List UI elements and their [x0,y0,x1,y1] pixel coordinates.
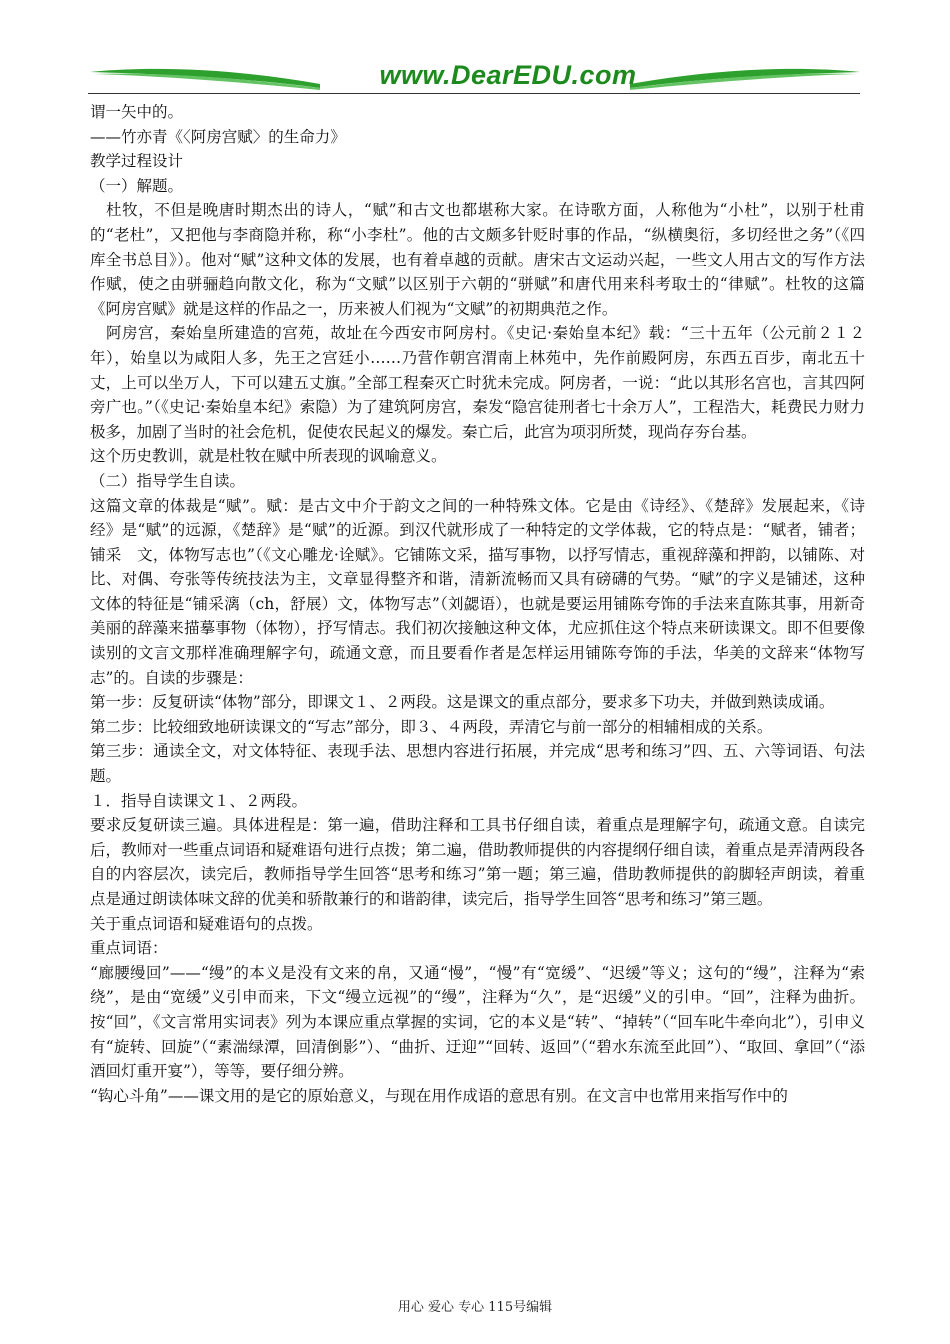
paragraph: 重点词语： [90,939,168,958]
paragraph: “钩心斗角”——课文用的是它的原始意义，与现在用作成语的意思有别。在文言中也常用来指写作中的 [90,1086,788,1105]
paragraph: 阿房宫，秦始皇所建造的宫苑，故址在今西安市阿房村。《史记·秦始皇本纪》载：“三十五年（公元前２１２年），始皇以为咸阳人多，先王之宫廷小……乃营作朝宫渭南上林苑中，先作前殿阿房，东西五百步，南北五十丈，上可以坐万人，下可以建五丈旗。”全部工程秦灭亡时犹未完成。阿房者，一说：“此以其形名宫也，言其四阿旁广也。”（《史记·秦始皇本纪》索隐）为了建筑阿房宫，秦发“隐宫徒刑者七十余万人”，工程浩大，耗费民力财力极多，加剧了当时的社会危机，促使农民起义的爆发。秦亡后，此宫为项羽所焚，现尚存夯台基。 [90,324,865,441]
page-footer: 用心 爱心 专心 115号编辑 [397,1300,553,1315]
document-body [90,100,865,1108]
step-item: 第二步：比较细致地研读课文的“写志”部分，即３、４两段，弄清它与前一部分的相辅相成的关系。 [90,717,773,736]
paragraph: 这个历史教训，就是杜牧在赋中所表现的讽喻意义。 [90,447,447,466]
paragraph: 要求反复研读三遍。具体进程是：第一遍，借助注释和工具书仔细自读，着重点是理解字句，疏通文意。自读完后，教师对一些重点词语和疑难语句进行点拨；第二遍，借助教师提供的内容提纲仔细自读，着重点是弄清两段各自的内容层次，读完后，教师指导学生回答“思考和练习”第一题；第三遍，借助教师提供的韵脚轻声朗读，着重点是通过朗读体味文辞的优美和骄散兼行的和谐韵律，读完后，指导学生回答“思考和练习”第三题。 [90,816,866,908]
citation-line: ——竹亦青《〈阿房宫赋〉的生命力》 [90,127,346,146]
site-name-logo: www.DearEDU.com [379,60,637,90]
section-heading: 教学过程设计 [90,152,184,171]
paragraph: 关于重点词语和疑难语句的点拨。 [90,914,323,933]
subsection-heading: （二）指导学生自读。 [90,471,246,490]
paragraph: 这篇文章的体裁是“赋”。赋：是古文中介于韵文之间的一种特殊文体。它是由《诗经》、《楚辞》发展起来，《诗经》是“赋”的远源，《楚辞》是“赋”的近源。到汉代就形成了一种特定的文学体裁，它的特点是：“赋者，铺者；铺采 文，体物写志也”（《文心雕龙·诠赋》。它铺陈文采，描写事物，以抒写情志，重视辞藻和押韵，以铺陈、对比、对偶、夸张等传统技法为主，文章显得整齐和谐，清新流畅而又具有磅礴的气势。“赋”的字义是铺述，这种文体的特征是“铺采漓（ch，舒展）文，体物写志”（刘勰语），也就是要运用铺陈夸饰的手法来直陈其事，用新奇美丽的辞藻来描摹事物（体物），抒写情志。我们初次接触这种文体，尤应抓住这个特点来研读课文。即不但要像读别的文言文那样准确理解字句，疏通文意，而且要看作者是怎样运用铺陈夸饰的手法，华美的文辞来“体物写志”的。自读的步骤是： [90,496,865,687]
subsection-heading: （一）解题。 [90,176,184,195]
numbered-heading: １．指导自读课文１、２两段。 [90,791,308,810]
step-item: 第三步：通读全文，对文体特征、表现手法、思想内容进行拓展，并完成“思考和练习”四、五、六等词语、句法题。 [90,742,865,786]
header-divider [88,93,860,94]
paragraph: 谓一矢中的。 [90,103,184,121]
paragraph: 杜牧，不但是晚唐时期杰出的诗人，“赋”和古文也都堪称大家。在诗歌方面，人称他为“小杜”，以别于杜甫的“老杜”，又把他与李商隐并称，称“小李杜”。他的古文颇多针贬时事的作品，“纵横奥衍，多切经世之务”（《四库全书总目》）。他对“赋”这种文体的发展，也有着卓越的贡献。唐宋古文运动兴起，一些文人用古文的写作方法作赋，使之由骈骊趋向散文化，称为“文赋”以区别于六朝的“骈赋”和唐代用来科考取士的“律赋”。杜牧的这篇《阿房宫赋》就是这样的作品之一，历来被人们视为“文赋”的初期典范之作。 [90,201,865,318]
step-item: 第一步：反复研读“体物”部分，即课文１、２两段。这是课文的重点部分，要求多下功夫，并做到熟读成诵。 [90,693,835,712]
paragraph: “廊腰缦回”——“缦”的本义是没有文来的帛，又通“慢”，“慢”有“宽缓”、“迟缓”等义；这句的“缦”，注释为“索绕”，是由“宽缓”义引申而来，下文“缦立远视”的“缦”，注释为“久”，是“迟缓”义的引申。“回”，注释为曲折。按“回”，《文言常用实词表》列为本课应重点掌握的实词，它的本义是“转”、“掉转”（“回车叱牛牵向北”），引申义有“旋转、回旋”（“素湍绿潭，回清倒影”）、“曲折、迂迎”“回转、返回”（“碧水东流至此回”）、“取回、拿回”（“添酒回灯重开宴”），等等，要仔细分辨。 [90,963,865,1081]
site-header [90,58,860,98]
